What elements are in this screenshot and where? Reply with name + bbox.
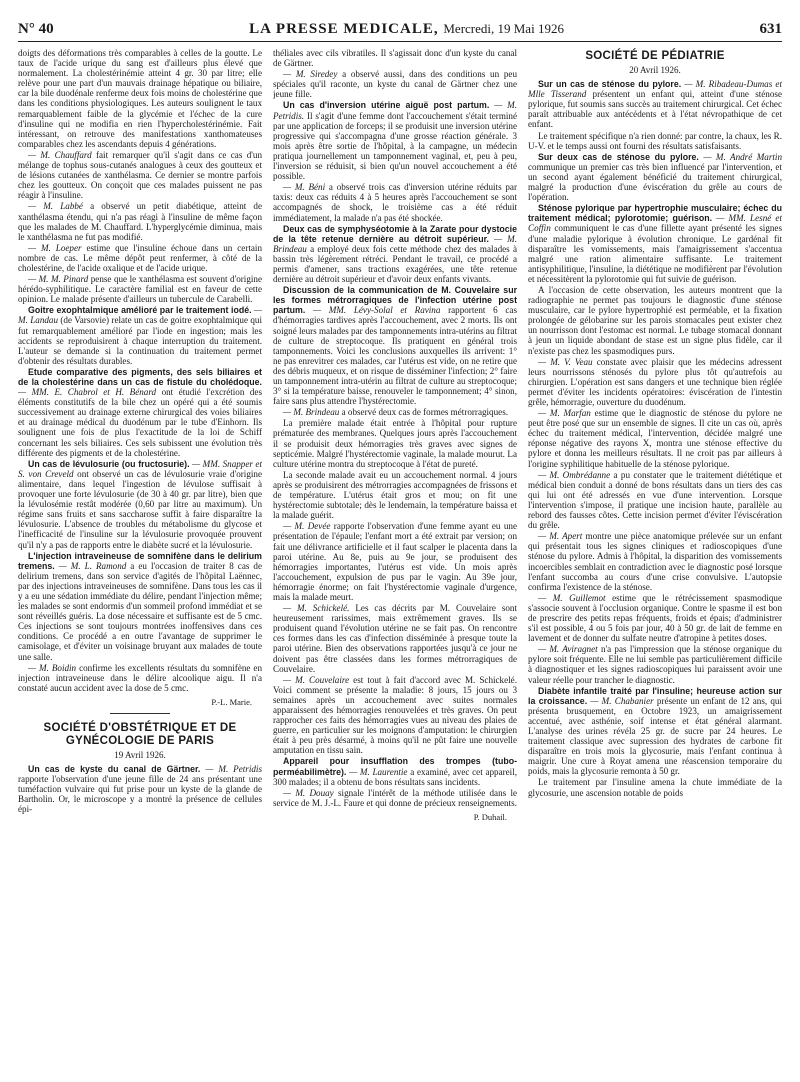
paragraph-text: a observé un petit diabétique, atteint de xanthélasma étendu, qui n'a pas réagi à l'insuline de même façon que les malades de M. Chauffard. L'hyperglycémie diminua, mais le xanthélasma ne fut pas modifié.	[18, 201, 262, 242]
article	[273, 100, 517, 181]
paragraph-text: a observé trois cas d'inversion utérine réduits par taxis: deux cas réduits 4 à 5 heures après l'accouchement se sont accompagnés de shock, le troisième cas a été réduit immédiatement, la malade n'a pas été shockée.	[273, 182, 517, 223]
paragraph	[273, 788, 517, 808]
article	[273, 285, 517, 406]
paragraph-text: communique un premier cas très bien influencé par l'intervention, et un second ayant également bénéficié du traitement chirurgical, malgré la production d'une éviscération du grêle au cours de l'opération.	[528, 161, 782, 203]
author-name: — M. Brindeau	[283, 407, 340, 418]
paragraph: Le traitement spécifique n'a rien donné: par contre, la chaux, les R. U-V. et le temps aussi ont fourni des résultats satisfaisants.	[528, 130, 782, 151]
section-title: SOCIÉTÉ D'OBSTÉTRIQUE ET DE GYNÉCOLOGIE DE PARIS	[43, 722, 237, 747]
paragraph-text: a observé deux cas de formes métrorragiques.	[339, 407, 509, 418]
paragraph-text: estime que l'insuline échoue dans un certain nombre de cas. Le même dépôt peut renfermer, à côté de la cholestérine, de l'acide oxalique et de l'acide urique.	[18, 242, 262, 273]
article	[18, 764, 262, 814]
paragraph	[273, 521, 517, 602]
article-heading: Deux cas de symphyséotomie à la Zarate pour dystocie de la tête retenue dernière au détroit supérieur.	[273, 223, 517, 244]
paragraph	[528, 408, 782, 469]
author-name: — M. Brindeau	[273, 233, 517, 254]
paragraph-text: montre une pièce anatomique prélevée sur un enfant qui présentait tous les signes cliniques et radioscopiques d'une sténose du pylore. Admis à l'hôpital, la disparition des vomissements incoercibles semblait en contradiction avec le diagnostic posé lorsque l'enfant succomba au cours d'une crise convulsive. L'autopsie confirma l'existence de la sténose.	[528, 531, 782, 592]
paragraph-text: pense que le xanthélasma est souvent d'origine hérédo-syphilitique. Le caractère familial est en faveur de cette opinion. Le malade présente d'ailleurs un tubercule de Carabelli.	[18, 274, 262, 305]
paragraph-text: présente un enfant de 12 ans, qui présenta brusquement, en Octobre 1923, un amaigrissement accentué, avec asthénie, soif intense et état général alarmant. L'analyse des urines révéla 25 gr. de sucre par 24 heures. Le traitement classique avec supression des hydrates de carbone fit disparaître en trois mois la glycosurie, mais l'enfant continua à maigrir. Une cure à Royat amena une réascension temporaire du poids, mais la glycosurie remonta à 50 gr.	[528, 695, 782, 777]
paragraph	[273, 675, 517, 756]
column-2	[273, 48, 517, 1078]
author-name: — M. Couvelaire	[283, 674, 350, 685]
article-heading: Appareil pour insufflation des trompes (tubo-perméabilimètre).	[273, 756, 517, 777]
article	[18, 551, 262, 662]
author-name: — M. Aviragnet	[538, 644, 598, 655]
paragraph-text: fait remarquer qu'il s'agit dans ce cas d'un mélange de tophus sous-cutanés analogues à ceux des goutteux et de lésions cutanées de xanthélasma. Ce dernier se montre parfois chez les goutteux. On conçoit que ces malades puissent ne pas réagir à l'insuline.	[18, 149, 262, 201]
issue-date: Mercredi, 19 Mai 1926	[443, 21, 564, 36]
article-heading: Goitre exophtalmique amélioré par le traitement iodé.	[28, 305, 252, 316]
paragraph	[18, 663, 262, 693]
paragraph: théliales avec cils vibratiles. Il s'agissait donc d'un kyste du canal de Gärtner.	[273, 48, 517, 69]
paragraph: Le traitement par l'insuline amena la chute immédiate de la glycosurie, une ascension notable de poids	[528, 777, 782, 798]
paragraph	[18, 201, 262, 241]
author-name: — M. Chauffard	[28, 149, 92, 160]
paragraph-text: estime que le rétrécissement spasmodique s'associe souvent à l'occlusion organique. Contre le spasme il est bon de prescrire des petits repas fréquents, froids et épais; d'administrer s'il est possible, 4 ou 5 fois par jour, 40 à 50 gr. de lait de femme en lavement et de donner du sulfate neutre d'atropine à petites doses.	[528, 592, 782, 644]
article-heading: Sténose pylorique par hypertrophie musculaire; échec du traitement médical; pylorotomie; guérison.	[528, 203, 782, 224]
article	[273, 224, 517, 285]
article-heading: Discussion de la communication de M. Couvelaire sur les formes métrorragiques de l'infection utérine post partum.	[273, 285, 517, 316]
author-name: — M. Siredey	[283, 69, 338, 80]
paragraph-text: rapportent 6 cas d'hémorragies tardives après l'accouchement, avec 2 morts. Ils ont soigné leurs malades par des tamponnements intra-utérins au filtrat de culture de streptocoque. Ils pratiquent en général trois tamponnements. Voici les conclusions auxquelles ils arrivent: 1° ne pas enrevitrer ces malades, car l'utérus est vide, on ne retire que des débris muqueux, et on risque de disséminer l'infection; 2° faire un tamponnement intra-utérin au filtrat de culture au streptocoque; 3° si la température baisse, renouveler le tamponnement; 4° sinon, faire sans plus attendre l'hystérectomie.	[273, 305, 517, 407]
paragraph-text: signale l'intérêt de la méthode utilisée dans le service de M. J.-L. Faure et qui donne de précieux renseignements.	[273, 787, 517, 808]
author-name: — M. Boidin	[28, 662, 77, 673]
article	[18, 459, 262, 550]
author-name: — MM. E. Chabrol et H. Bénard	[18, 387, 157, 398]
paragraph-text: ont observé un cas de lévulosurie vraie d'origine alimentaire, dans lequel l'ingestion de lévulose suffisait à provoquer une forte lévulosurie (de 30 à 40 gr. par litre), bien que la lévulosémie restât modérée (0,60 par litre au maximum). Un régime sans fruits et sans saccharose suffit à faire disparaître la lévulosurie. L'absence de troubles du métabolisme du glycose et l'inefficacité de l'insuline sur la lévulosurie provoquée prouvent qu'il n'y a pas de rapports entre le diabète sucré et la lévulosurie.	[18, 468, 262, 550]
author-name: — M. André Martin	[698, 151, 782, 162]
author-name: — M. Guillemot	[538, 592, 606, 603]
column-1	[18, 48, 262, 1078]
article-heading: Diabète infantile traité par l'insuline; heureuse action sur la croissance.	[528, 685, 782, 706]
paragraph-text: rapporte l'observation d'une femme ayant eu une présentation de l'épaule; l'enfant mort a été extrait par version; on fait une délivrance artificielle et il faut scalper le placenta dans la paroi utérine. Au 8e, puis au 9e jour, se produisent des hémorragies importantes, l'utérus est vide. Un mois après l'accouchement, expulsion de pus par le vagin. Au 39e jour, hémorragie énorme; on fait l'hystérectomie vaginale d'urgence, mais la malade meurt.	[273, 521, 517, 602]
author-name: — M. Chabanier	[587, 695, 654, 706]
paragraph-text: est tout à fait d'accord avec M. Schickelé. Voici comment se présente la maladie: 8 jours, 15 jours ou 3 semaines après un accouchement avec suites normales apparaissent des hémorragies renouvelées et très graves. On peut rapprocher ces faits des hémorragies vues au niveau des plaies de guerre, en particulier sur les moignons d'amputation: le chirurgien était à peu près désarmé, à moins qu'il ne pût faire une nouvelle amputation en tissu sain.	[273, 674, 517, 756]
page-number: 631	[759, 21, 782, 37]
article	[18, 305, 262, 366]
article	[528, 203, 782, 284]
page-header	[18, 16, 782, 42]
article	[528, 686, 782, 777]
author-name: — M. Apert	[538, 531, 583, 542]
author-name: — M. Douay	[283, 787, 334, 798]
article	[18, 367, 262, 458]
signature: P.-L. Marie.	[211, 696, 252, 707]
author-name: — M. Devée	[283, 521, 331, 532]
section-divider	[110, 713, 170, 714]
paragraph-text: (de Varsovie) relate un cas de goitre exophtalmique qui fut remarquablement amélioré par l'iode en ingestion; mais les accidents se reproduisirent à chaque interruption du traitement. L'auteur se demande si la continuation du traitement permet d'obtenir des résultats durables.	[18, 315, 262, 366]
article-heading: Sur deux cas de sténose du pylore.	[538, 151, 699, 162]
article	[528, 152, 782, 202]
article-heading: Un cas de lévulosurie (ou fructosurie).	[28, 458, 190, 469]
paragraph	[528, 357, 782, 407]
paragraph-text: Les cas décrits par M. Couvelaire sont heureusement rarissimes, mais extrêmement graves. Ils se produisent quand l'évolution utérine ne se fait pas. On rencontre ces formes dans les cas d'infection disséminée à presque toute la paroi utérine. Bien des observations rapportées jusqu'à ce jour ne doivent pas être classées dans les formes métrorragiques de Couvelaire.	[273, 603, 517, 674]
author-name: — M. L. Ramond	[54, 560, 127, 571]
section-date: 19 Avril 1926.	[114, 750, 166, 760]
author-name: — M. Marfan	[538, 408, 591, 419]
paragraph: A l'occasion de cette observation, les auteurs montrent que la radiographie ne permet pas toujours le diagnostic d'une sténose musculaire, car le pylore hypertrophié est perméable, et la fixation prolongée de gélobarine sur les parois stomacales peut exister chez un nourrisson dont l'estomac est normal. Le tubage stomacal donnant à jeun un liquide abondant de stase est un signe plus fidèle, car il n'existe pas chez les spasmodiques purs.	[528, 284, 782, 356]
article-heading: L'injection intraveineuse de somnifène dans le delirium tremens.	[18, 550, 262, 571]
column-3	[528, 48, 782, 1078]
author-name: — M. Loeper	[28, 242, 82, 253]
author-name: — M. Petridis.	[273, 100, 517, 121]
paragraph-text: a pu constater que le traitement diététique et médical bien conduit a donné de bons résultats dans un tiers des cas qui lui ont été adressés en vue d'une intervention. Lorsque l'intervention s'impose, il pratique une incision haute, parallèle au rebord des fausses côtes. Cette incision permet d'éviter l'éviscération du grêle.	[528, 469, 782, 531]
paragraph-text: constate avec plaisir que les médecins adressent leurs nourrissons sténosés du pylore plus tôt qu'autrefois au chirurgien. L'opération est sans dangers et une technique bien réglée permet d'éviter les incidents opératoires: éviscération de l'intestin grêle, hémorragie, ouverture du duodénum.	[528, 356, 782, 407]
paragraph	[528, 470, 782, 531]
paragraph-text: a employé deux fois cette méthode chez des malades à bassin très légèrement rétréci. Pendant le travail, ce procédé a permis d'amener, sans tractions exagérées, une tête retenue dernière au détroit supérieur et d'avoir deux enfants vivants.	[273, 243, 517, 285]
paragraph	[528, 644, 782, 684]
paragraph	[273, 182, 517, 222]
paragraph-text: a eu l'occasion de traiter 8 cas de delirium tremens, dans son service d'agités de l'hôpital Laënnec, par des injections intraveineuses de somnifène. Dans tous les cas il y a eu une sédation immédiate du délire, pendant l'injection même; les malades se sont endormis d'un sommeil profond immédiat et se sont réveillés guéris. La dose nécessaire et suffisante est de 5 cmc. Ces injections se sont toujours montrées inoffensives dans ces conditions. Ce procédé a en outre l'avantage de supprimer le camisolage, et d'éviter un voisinage bruyant aux malades de toute une salle.	[18, 560, 262, 662]
article	[528, 79, 782, 129]
author-name: — M. Laurentie	[346, 766, 408, 777]
paragraph-text: n'a pas l'impression que la sténose organique du pylore soit fréquente. Elle ne lui semble pas particulièrement difficile à diagnostiquer et les signes radioscopiques lui paraissent avoir une valeur réelle pour trancher le diagnostic.	[528, 644, 782, 685]
author-name: — M. Petridis	[200, 764, 262, 775]
paragraph-text: a examiné, avec cet appareil, 300 malades; il a obtenu de bons résultats sans incidents.	[273, 766, 517, 787]
paragraph	[528, 531, 782, 592]
paragraph-text: ont étudié l'excrétion des éléments constitutifs de la bile chez un opéré qui a été soumis successivement au drainage externe chirurgical des voies biliaires et au drainage médical du duodénum par le tube d'Einhorn. Ils soulignent une fois de plus l'exactitude de la loi de Schiff concernant les sels biliaires. Ces sels subissent une évolution très différente des pigments et de la cholestérine.	[18, 387, 262, 458]
article	[273, 756, 517, 786]
paragraph-text: communiquent le cas d'une fillette ayant présenté les signes d'une maladie pylorique à évolution chronique. Le gardénal fit disparaître les vomissements, mais l'amaigrissement s'accentua malgré une ration alimentaire suffisante. Le traitement antisyphilitique, l'insuline, la diététique ne modifièrent par l'évolution et nécessitèrent la pylorotomie qui fut suivie de guérison.	[528, 223, 782, 284]
journal-name: LA PRESSE MEDICALE,	[249, 21, 439, 37]
author-name: — M. Ombrédanne	[538, 469, 611, 480]
paragraph	[273, 603, 517, 674]
paragraph: La seconde malade avait eu un accouchement normal. 4 jours après se produisirent des métrorragies accompagnées de frissons et de température. L'utérus était gros et mou; on fit une hystérectomie subtotale; dès le lendemain, la température baissa et la malade guérit.	[273, 469, 517, 521]
section-title: SOCIÉTÉ DE PÉDIATRIE	[585, 50, 725, 62]
author-name: — MM. Lévy-Solal et Ravina	[305, 305, 441, 316]
author-name: — M. Landau	[18, 305, 262, 326]
article-heading: Sur un cas de sténose du pylore.	[538, 79, 682, 90]
paragraph	[273, 407, 517, 417]
issue-number: N° 40	[18, 21, 54, 37]
signature: P. Duhail.	[473, 811, 507, 822]
author-name: — M. Béni	[283, 182, 326, 193]
article-heading: Un cas d'inversion utérine aiguë post partum.	[283, 100, 490, 111]
paragraph	[528, 593, 782, 643]
paragraph-text: rapporte l'observation d'une jeune fille de 24 ans présentant une tuméfaction vulvaire qui fut prise pour un kyste de la glande de Bartholin. Or, le microscope y a montré la présence de cellules épi-	[18, 774, 262, 815]
author-name: — MM. Lesné et Coffin	[528, 213, 782, 234]
author-name: — M. Ribadeau-Dumas et Mlle Tisserand	[528, 79, 782, 100]
paragraph: La première malade était entrée à l'hôpital pour rupture prématurée des membranes. Quelques jours après l'accouchement il se produisit deux hémorragies très graves avec signes de septicémie. Malgré l'hystérectomie vaginale, la malade mourut. La culture utérine montra du streptocoque à l'état de pureté.	[273, 418, 517, 469]
paragraph	[18, 150, 262, 200]
paragraph-text: estime que le diagnostic de sténose du pylore ne peut être posé que sur un ensemble de signes. Il cite un cas où, après échec du traitement médical, l'intervention, décidée malgré une réponse négative des rayons X, montra une sténose effective du pylore et donna les meilleurs résultats. Il ne croit pas par ailleurs à l'origine syphilitique habituelle de la sténose pylorique.	[528, 408, 782, 469]
paragraph	[18, 274, 262, 304]
paragraph-text: Il s'agit d'une femme dont l'accouchement s'était terminé par une application de forceps; il se produisit une inversion utérine progressive qui s'accompagna d'une grosse réaction générale. 3 mois après être sortie de l'hôpital, à la campagne, un médecin pratiqua journellement un tamponnement vaginal, et, peu à peu, l'inversion se réduisit, si bien qu'un nouvel accouchement a été possible.	[273, 110, 517, 182]
paragraph: doigts des déformations très comparables à celles de la goutte. Le taux de l'acide urique du sang est d'ailleurs plus élevé que normalement. La cholestérinémie atteint 4 gr. 30 par litre; elle relève pour une part d'un mauvais drainage hépatique ou biliaire, car la bile duodénale renferme deux fois moins de cholestérine que dans les conditions physiologiques. Les auteurs soulignent le taux remarquablement faible de la glycémie et l'échec de la cure d'insuline qui ne modifia en rien l'hypercholestérinémie. Fait intéressant, on retrouve des manifestations xanthomateuses comparables chez les ascendants depuis 4 générations.	[18, 48, 262, 149]
author-name: — M. V. Veau	[538, 356, 593, 367]
author-name: — M. Labbé	[28, 201, 83, 212]
paragraph-text: a observé aussi, dans des conditions un peu spéciales qu'il raconte, un kyste du canal de Gärtner chez une jeune fille.	[273, 69, 517, 100]
author-name: — M. M. Pinard	[28, 274, 89, 285]
author-name: — M. Schickelé.	[283, 603, 350, 614]
paragraph-text: confirme les excellents résultats du somnifène en injection intraveineuse dans le délire alcoolique aigu. Il n'a constaté aucun accident avec la dose de 5 cmc.	[18, 662, 262, 693]
section-date: 20 Avril 1926.	[629, 65, 681, 75]
paragraph-text: présentent un enfant qui, atteint d'une sténose pylorique, fut soumis sans succès au traitement chirurgical. Cet échec paraît attribuable aux antécédents et à l'état névropathique de cet enfant.	[528, 89, 782, 130]
author-name: — MM. Snapper et S. von Creveld	[18, 458, 262, 479]
article-heading: Un cas de kyste du canal de Gärtner.	[28, 764, 201, 775]
paragraph	[18, 243, 262, 273]
paragraph	[273, 69, 517, 99]
article-heading: Etude comparative des pigments, des sels biliaires et de la cholestérine dans un cas de fistule du cholédoque.	[18, 366, 262, 387]
journal-title	[249, 21, 564, 38]
